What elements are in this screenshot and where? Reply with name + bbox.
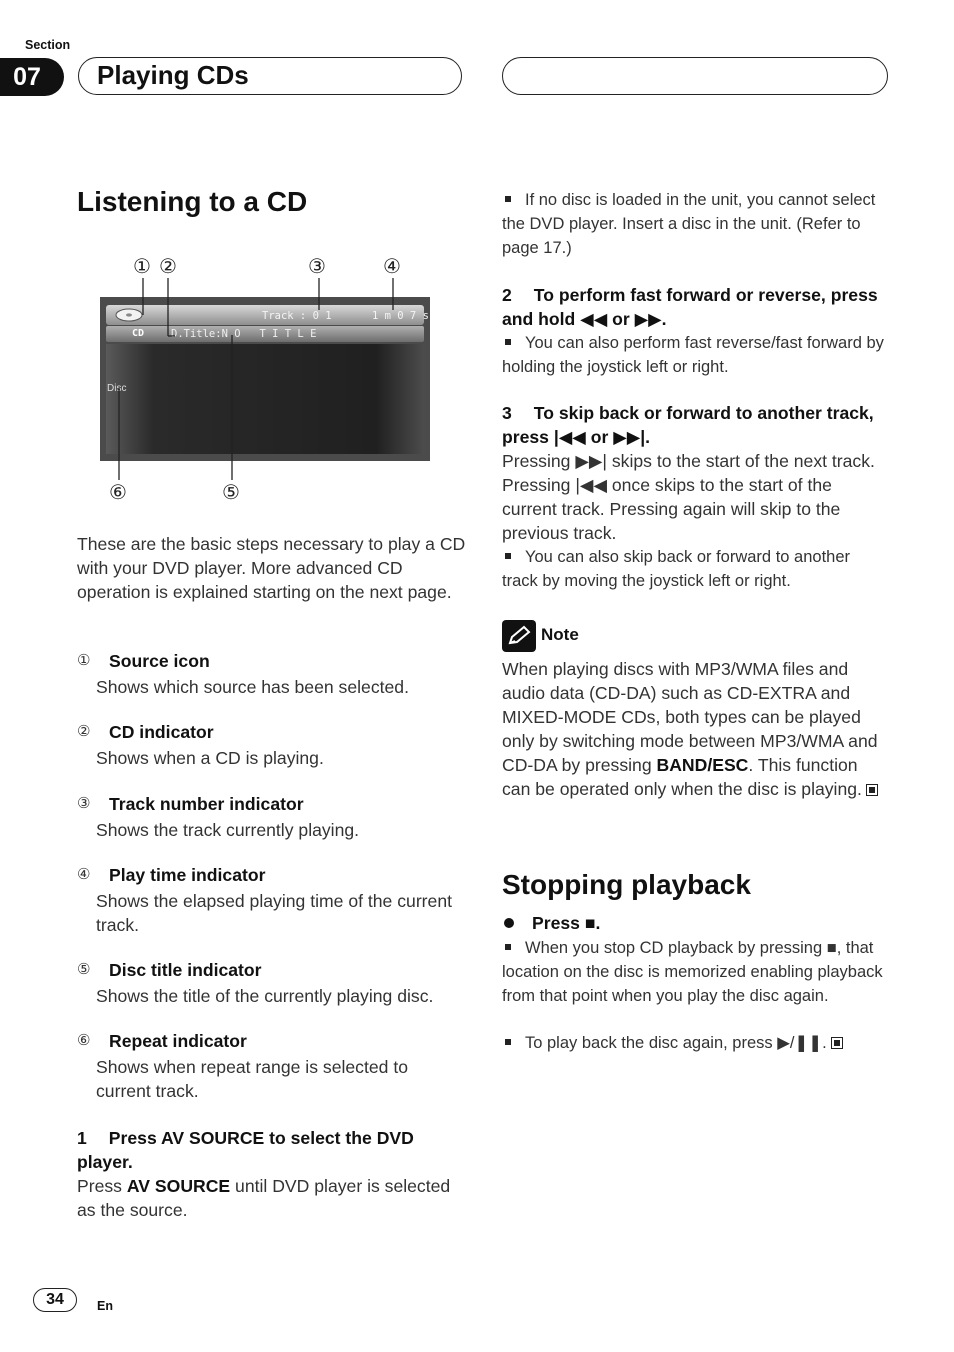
step-1-body-post: until DVD player is selected as the source. (77, 1176, 451, 1220)
item-1-number: ① (77, 652, 91, 669)
step-2-heading (502, 283, 888, 331)
step-1-heading (77, 1126, 467, 1174)
no-disc-bullet (502, 188, 888, 260)
note-label: Note (541, 625, 579, 644)
intro-paragraph: These are the basic steps necessary to play a CD with your DVD player. More advanced CD operation is explained starting on the next page. (77, 534, 466, 602)
step-1-body-bold: AV SOURCE (126, 1176, 231, 1196)
callout-2: ② (159, 256, 177, 278)
step-3-heading (502, 401, 888, 449)
item-1-heading: Source icon (109, 651, 210, 671)
item-1-description: Shows which source has been selected. (96, 677, 409, 697)
step-1-body-pre: Press (77, 1176, 127, 1196)
round-bullet-icon (504, 918, 514, 928)
callout-5: ⑤ (222, 482, 240, 504)
bullet-square (505, 196, 511, 202)
note-body-pre: When playing discs with MP3/WMA files and audio data (CD-DA) such as CD-EXTRA and MIXED-MODE CDs, both types can be played only by switching mode between MP3/WMA and CD-DA by pressing (502, 659, 878, 775)
end-mark-icon (831, 1037, 843, 1049)
item-6-description: Shows when repeat range is selected to current track. (96, 1057, 408, 1101)
bullet-square (505, 1039, 511, 1045)
item-2-number: ② (77, 723, 91, 740)
step-1-body (77, 1174, 469, 1222)
callout-4: ④ (383, 256, 401, 278)
step-3-number: 3 (502, 403, 512, 423)
item-2-description: Shows when a CD is playing. (96, 748, 324, 768)
item-3-description: Shows the track currently playing. (96, 820, 360, 840)
section-number-badge: 07 (0, 58, 64, 96)
step-3-text: To skip back or forward to another track, press |◀◀ or ▶▶|. (502, 403, 874, 447)
track-indicator-text: Track : 0 1 (262, 310, 332, 322)
play-time-text: 1 m 0 7 s (372, 310, 429, 322)
press-stop-text: Press ■. (532, 913, 601, 933)
bullet-square (505, 339, 511, 345)
end-mark-icon (866, 784, 878, 796)
stop-bullet-1 (502, 936, 888, 1008)
step-3-bullet-text: You can also skip back or forward to another track by moving the joystick left or right. (502, 548, 850, 590)
item-3-number: ③ (77, 795, 91, 812)
step-2-bullet (502, 331, 888, 379)
step-1-number: 1 (77, 1128, 87, 1148)
no-disc-text: If no disc is loaded in the unit, you cannot select the DVD player. Insert a disc in the unit. (Refer to page 17.) (502, 191, 876, 257)
step-3-bullet (502, 545, 888, 593)
press-stop-step (502, 913, 600, 934)
page-number: 34 (33, 1288, 77, 1312)
note-body-bold: BAND/ESC (656, 755, 749, 775)
language-label: En (97, 1299, 113, 1313)
stop-bullet-2 (502, 1031, 888, 1055)
stopping-heading: Stopping playback (502, 869, 751, 900)
repeat-indicator-text: Disc (107, 383, 127, 394)
item-6-heading: Repeat indicator (109, 1031, 247, 1051)
step-2-text: To perform fast forward or reverse, press and hold ◀◀ or ▶▶. (502, 285, 878, 329)
chapter-title: Playing CDs (97, 60, 249, 90)
callout-6: ⑥ (109, 482, 127, 504)
item-5-description: Shows the title of the currently playing disc. (96, 986, 434, 1006)
step-1-text: Press AV SOURCE to select the DVD player. (77, 1128, 414, 1172)
bullet-square (505, 553, 511, 559)
note-body-post: . This function can be operated only when the disc is playing. (502, 755, 862, 799)
item-4-heading: Play time indicator (109, 865, 266, 885)
item-5-heading: Disc title indicator (109, 960, 262, 980)
bullet-square (505, 944, 511, 950)
section-label: Section (25, 38, 71, 52)
item-5-number: ⑤ (77, 961, 91, 978)
item-2-heading: CD indicator (109, 722, 214, 742)
item-4-description: Shows the elapsed playing time of the current track. (96, 891, 452, 935)
note-body (502, 657, 890, 801)
callout-1: ① (133, 256, 151, 278)
step-2-bullet-text: You can also perform fast reverse/fast forward by holding the joystick left or right. (502, 334, 884, 376)
listening-heading: Listening to a CD (77, 186, 308, 217)
stop-bullet-1-text: When you stop CD playback by pressing ■, that location on the disc is memorized enabling playback from that point when you play the disc again. (502, 939, 883, 1005)
step-2-number: 2 (502, 285, 512, 305)
note-pencil-icon (502, 620, 536, 652)
stop-bullet-2-text: To play back the disc again, press ▶/❚❚. (525, 1034, 827, 1052)
item-6-number: ⑥ (77, 1032, 91, 1049)
step-3-body: Pressing ▶▶| skips to the start of the next track. Pressing |◀◀ once skips to the start of the current track. Pressing again will skip to the previous track. (502, 451, 875, 543)
disc-title-text: D.Title:N O T I T L E (171, 328, 317, 340)
item-4-number: ④ (77, 866, 91, 883)
cd-indicator-text: CD (132, 328, 145, 339)
callout-3: ③ (308, 256, 326, 278)
item-3-heading: Track number indicator (109, 794, 304, 814)
